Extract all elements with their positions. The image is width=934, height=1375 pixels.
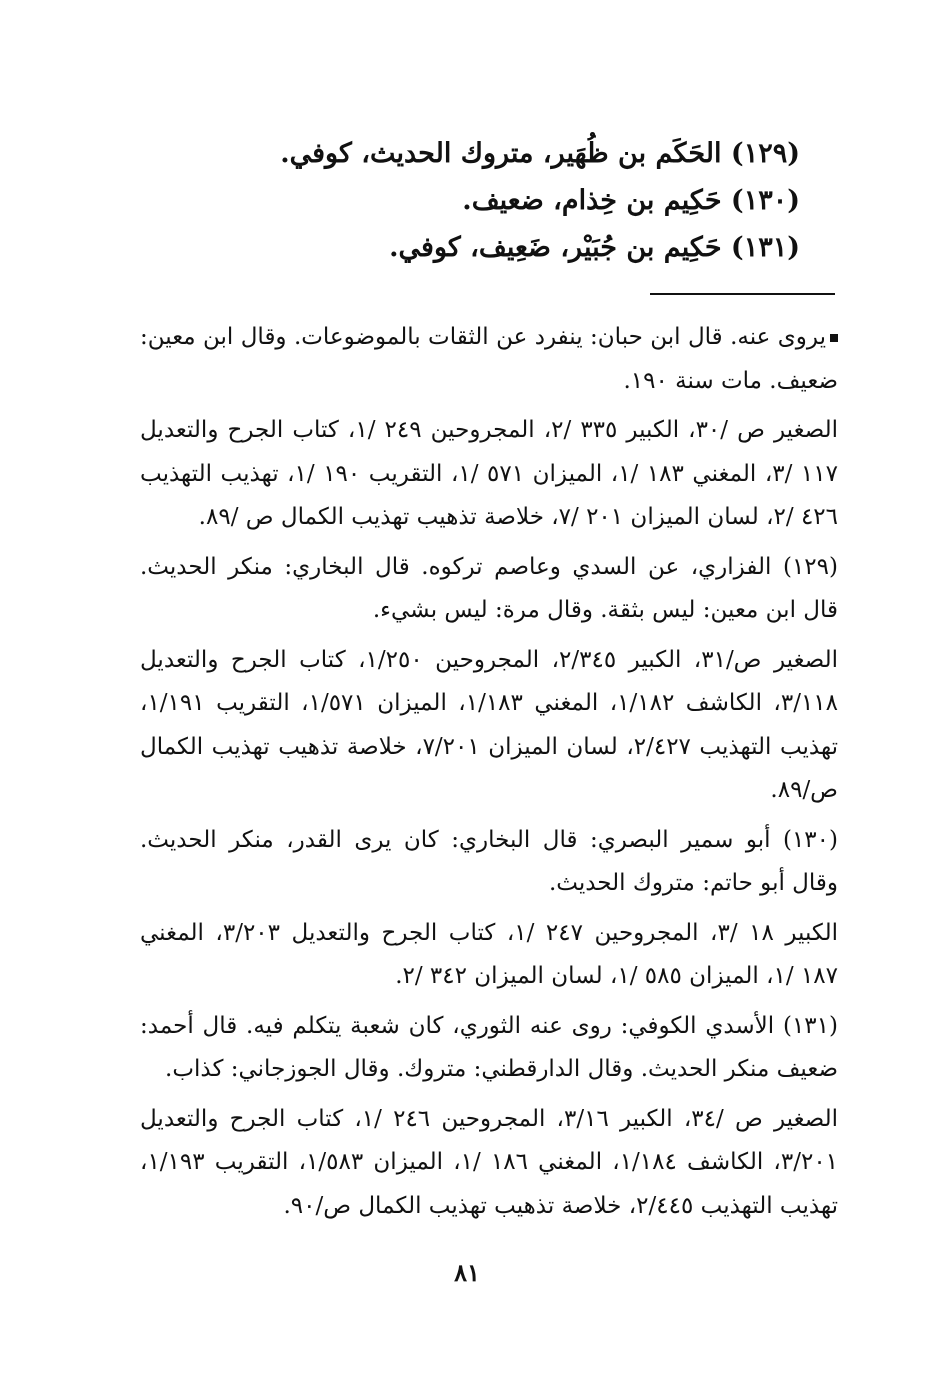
entry-131: (١٣١) حَكِيم بن جُبَيْر، ضَعِيف، كوفي. bbox=[389, 232, 800, 263]
footnote-sources-131: الصغير ص /٣٤، الكبير ٣/١٦، المجروحين ٢٤٦ /١، كتاب الجرح والتعديل ٣/٢٠١، الكاشف ١/١٨٤، المغني ١٨٦ /١، الميزان ١/٥٨٣، التقريب ١/١٩٣، تهذيب التهذيب ٢/٤٤٥، خلاصة تذهيب تهذيب الكمال ص/٩٠. bbox=[140, 1105, 839, 1219]
footnote-divider bbox=[650, 293, 835, 295]
page-number: ٨١ bbox=[454, 1258, 480, 1287]
entry-129: (١٢٩) الحَكَم بن ظُهَير، متروك الحديث، كوفي. bbox=[280, 138, 800, 169]
footnote-continued-text: يروى عنه. قال ابن حبان: ينفرد عن الثقات بالموضوعات. وقال ابن معين: ضعيف. مات سنة ١٩٠. bbox=[140, 324, 838, 394]
footnotes bbox=[140, 316, 838, 1228]
bullet-icon bbox=[830, 334, 838, 342]
entry-130: (١٣٠) حَكِيم بن خِذام، ضعيف. bbox=[462, 185, 800, 216]
footnote-continued bbox=[140, 316, 838, 403]
footnote-130: (١٣٠) أبو سمير البصري: قال البخاري: كان يرى القدر، منكر الحديث. وقال أبو حاتم: متروك الحديث. bbox=[140, 826, 838, 896]
footnote-131: (١٣١) الأسدي الكوفي: روى عنه الثوري، كان شعبة يتكلم فيه. قال أحمد: ضعيف منكر الحديث. وقال الدارقطني: متروك. وقال الجوزجاني: كذاب. bbox=[140, 1012, 838, 1082]
footnote-sources-129: الصغير ص/٣١، الكبير ٢/٣٤٥، المجروحين ١/٢٥٠، كتاب الجرح والتعديل ٣/١١٨، الكاشف ١/١٨٢، المغني ١/١٨٣، الميزان ١/٥٧١، التقريب ١/١٩١، تهذيب التهذيب ٢/٤٢٧، لسان الميزان ٧/٢٠١، خلاصة تذهيب تهذيب الكمال ص/٨٩. bbox=[140, 646, 839, 803]
main-entries bbox=[280, 130, 800, 271]
footnote-129: (١٢٩) الفزاري، عن السدي وعاصم تركوه. قال البخاري: منكر الحديث. قال ابن معين: ليس بثقة. وقال مرة: ليس بشيء. bbox=[140, 553, 838, 623]
footnote-sources-130: الكبير ١٨ /٣، المجروحين ٢٤٧ /١، كتاب الجرح والتعديل ٣/٢٠٣، المغني ١٨٧ /١، الميزان ٥٨٥ /١، لسان الميزان ٣٤٢ /٢. bbox=[140, 919, 839, 989]
footnote-sources-128: الصغير ص /٣٠، الكبير ٣٣٥ /٢، المجروحين ٢٤٩ /١، كتاب الجرح والتعديل ١١٧ /٣، المغني ١٨٣ /١، الميزان ٥٧١ /١، التقريب ١٩٠ /١، تهذيب التهذيب ٤٢٦ /٢، لسان الميزان ٢٠١ /٧، خلاصة تذهيب تهذيب الكمال ص /٨٩. bbox=[140, 417, 839, 530]
